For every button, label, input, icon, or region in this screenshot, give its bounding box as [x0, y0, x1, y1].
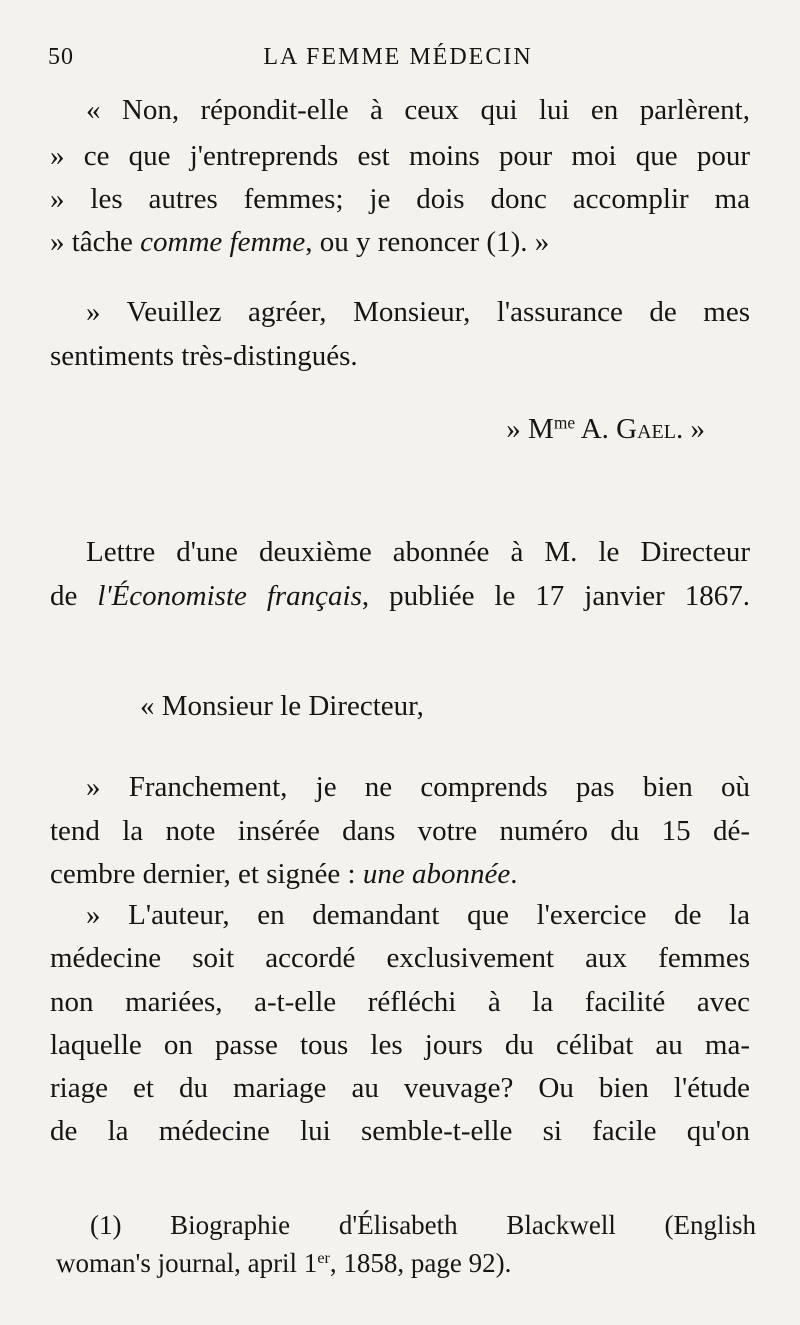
page-header	[48, 44, 748, 80]
signature-name: Gael	[616, 413, 676, 445]
text-line: riage et du mariage au veuvage? Ou bien l'étude	[50, 1072, 750, 1104]
footnote-line	[56, 1250, 756, 1277]
text-line: » Veuillez agréer, Monsieur, l'assurance de mes	[86, 296, 750, 328]
section-heading	[50, 582, 750, 611]
superscript: er	[317, 1249, 330, 1268]
signature	[50, 412, 705, 445]
text-line: non mariées, a-t-elle réfléchi à la facilité avec	[50, 986, 750, 1018]
emphasis: comme femme	[140, 226, 306, 258]
text-span: A.	[575, 413, 617, 445]
text-line	[50, 228, 750, 257]
text-span: cembre dernier, et signée :	[50, 858, 363, 890]
text-line: sentiments très-distingués.	[50, 340, 358, 372]
text-span: , 1858, page 92).	[329, 1248, 512, 1278]
emphasis: une abonnée	[362, 858, 511, 890]
text-span: woman's journal, april 1	[56, 1248, 318, 1278]
text-line: « Non, répondit-elle à ceux qui lui en parlèrent,	[86, 94, 750, 126]
footnote-line: (1) Biographie d'Élisabeth Blackwell (English	[90, 1210, 756, 1240]
text-span: , ou y renoncer (1). »	[305, 226, 550, 258]
text-span: » M	[506, 413, 554, 445]
section-heading: Lettre d'une deuxième abonnée à M. le Directeur	[86, 536, 750, 568]
text-line: » Franchement, je ne comprends pas bien où	[86, 771, 750, 803]
emphasis: l'Économiste français	[97, 580, 362, 612]
text-span: .	[510, 858, 518, 890]
superscript: me	[553, 412, 576, 433]
text-line	[50, 860, 750, 889]
text-line: » ce que j'entreprends est moins pour moi que pour	[50, 140, 750, 172]
page-number: 50	[48, 44, 74, 70]
text-line: de la médecine lui semble-t-elle si facile qu'on	[50, 1115, 750, 1147]
salutation: « Monsieur le Directeur,	[140, 690, 424, 722]
text-span: » tâche	[50, 226, 141, 258]
text-line: » L'auteur, en demandant que l'exercice de la	[86, 899, 750, 931]
text-span: . »	[676, 413, 705, 445]
text-span: , publiée le 17 janvier 1867.	[361, 580, 750, 612]
text-line: médecine soit accordé exclusivement aux femmes	[50, 942, 750, 974]
text-span: de	[50, 580, 98, 612]
running-title: LA FEMME MÉDECIN	[263, 44, 533, 70]
text-line: tend la note insérée dans votre numéro du 15 dé-	[50, 815, 750, 847]
text-line: laquelle on passe tous les jours du célibat au ma-	[50, 1029, 750, 1061]
text-line: » les autres femmes; je dois donc accomplir ma	[50, 183, 750, 215]
